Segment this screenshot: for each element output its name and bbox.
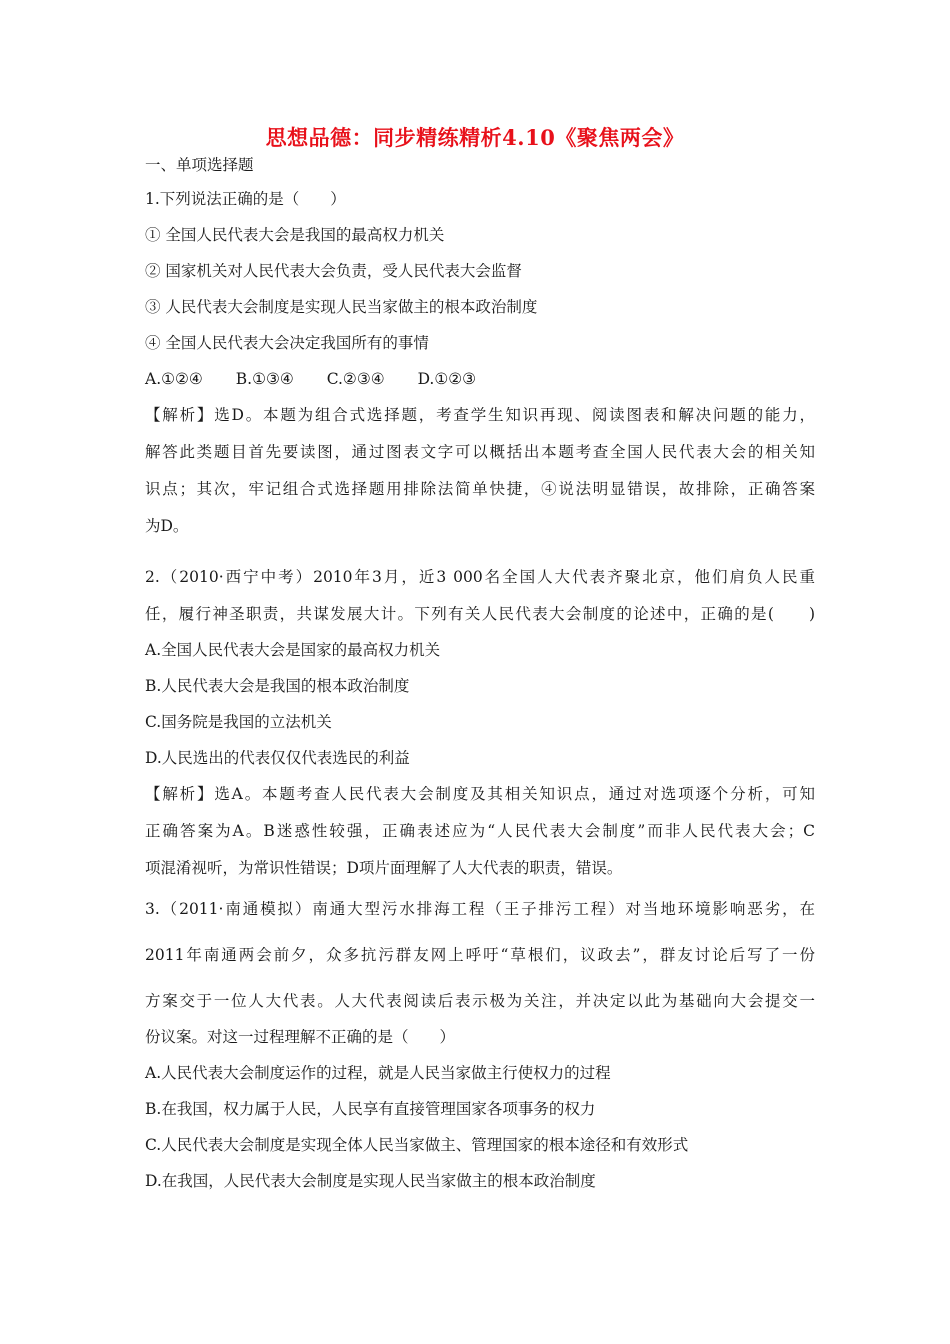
q2-stem-line: 2.（2010·西宁中考）2010年3月，近3 000名全国人大代表齐聚北京，他们肩负人民重 — [145, 568, 815, 586]
q1-analysis-line: 为D。 — [145, 517, 189, 535]
q3-stem-line: 方案交于一位人大代表。人大代表阅读后表示极为关注，并决定以此为基础向大会提交一 — [145, 992, 815, 1010]
q1-option-a: A.①②④ — [145, 370, 203, 388]
q1-option-c: C.②③④ — [326, 370, 385, 388]
q1-options — [145, 369, 815, 389]
q3-option-d: D.在我国，人民代表大会制度是实现人民当家做主的根本政治制度 — [145, 1172, 596, 1190]
section-heading: 一、单项选择题 — [145, 156, 254, 174]
q1-item-3: ③ 人民代表大会制度是实现人民当家做主的根本政治制度 — [145, 298, 538, 316]
q1-option-b: B.①③④ — [235, 370, 294, 388]
q3-stem-line: 3.（2011·南通模拟）南通大型污水排海工程（王子排污工程）对当地环境影响恶劣，在 — [145, 900, 815, 918]
page-title: 思想品德：同步精练精析4.10《聚焦两会》 — [265, 125, 685, 150]
q3-stem-line: 2011年南通两会前夕，众多抗污群友网上呼吁“草根们，议政去”，群友讨论后写了一份 — [145, 946, 815, 964]
q3-option-b: B.在我国，权力属于人民，人民享有直接管理国家各项事务的权力 — [145, 1100, 596, 1118]
q1-item-4: ④ 全国人民代表大会决定我国所有的事情 — [145, 334, 429, 352]
q3-option-c: C.人民代表大会制度是实现全体人民当家做主、管理国家的根本途径和有效形式 — [145, 1136, 689, 1154]
q2-option-c: C.国务院是我国的立法机关 — [145, 713, 332, 731]
q2-option-b: B.人民代表大会是我国的根本政治制度 — [145, 677, 410, 695]
q1-item-2: ② 国家机关对人民代表大会负责，受人民代表大会监督 — [145, 262, 522, 280]
q2-option-d: D.人民选出的代表仅仅代表选民的利益 — [145, 749, 410, 767]
q3-option-a: A.人民代表大会制度运作的过程，就是人民当家做主行使权力的过程 — [145, 1064, 611, 1082]
q2-analysis-line: 【解析】选A。本题考查人民代表大会制度及其相关知识点，通过对选项逐个分析，可知 — [145, 785, 815, 803]
q1-item-1: ① 全国人民代表大会是我国的最高权力机关 — [145, 226, 445, 244]
q2-analysis-line: 正确答案为A。B迷惑性较强，正确表述应为“人民代表大会制度”而非人民代表大会；C — [145, 822, 815, 840]
q1-analysis-line: 识点；其次，牢记组合式选择题用排除法简单快捷，④说法明显错误，故排除，正确答案 — [145, 480, 815, 498]
q3-stem-line: 份议案。对这一过程理解不正确的是（ ） — [145, 1028, 456, 1046]
q1-option-d: D.①②③ — [417, 370, 477, 388]
q2-option-a: A.全国人民代表大会是国家的最高权力机关 — [145, 641, 441, 659]
q2-analysis-line: 项混淆视听，为常识性错误；D项片面理解了人大代表的职责，错误。 — [145, 859, 623, 877]
q2-stem-line: 任，履行神圣职责，共谋发展大计。下列有关人民代表大会制度的论述中，正确的是( ) — [145, 605, 815, 623]
q1-analysis-line: 解答此类题目首先要读图，通过图表文字可以概括出本题考查全国人民代表大会的相关知 — [145, 443, 815, 461]
q1-analysis-line: 【解析】选D。本题为组合式选择题，考查学生知识再现、阅读图表和解决问题的能力， — [145, 406, 815, 424]
q1-stem: 1.下列说法正确的是（ ） — [145, 190, 346, 208]
